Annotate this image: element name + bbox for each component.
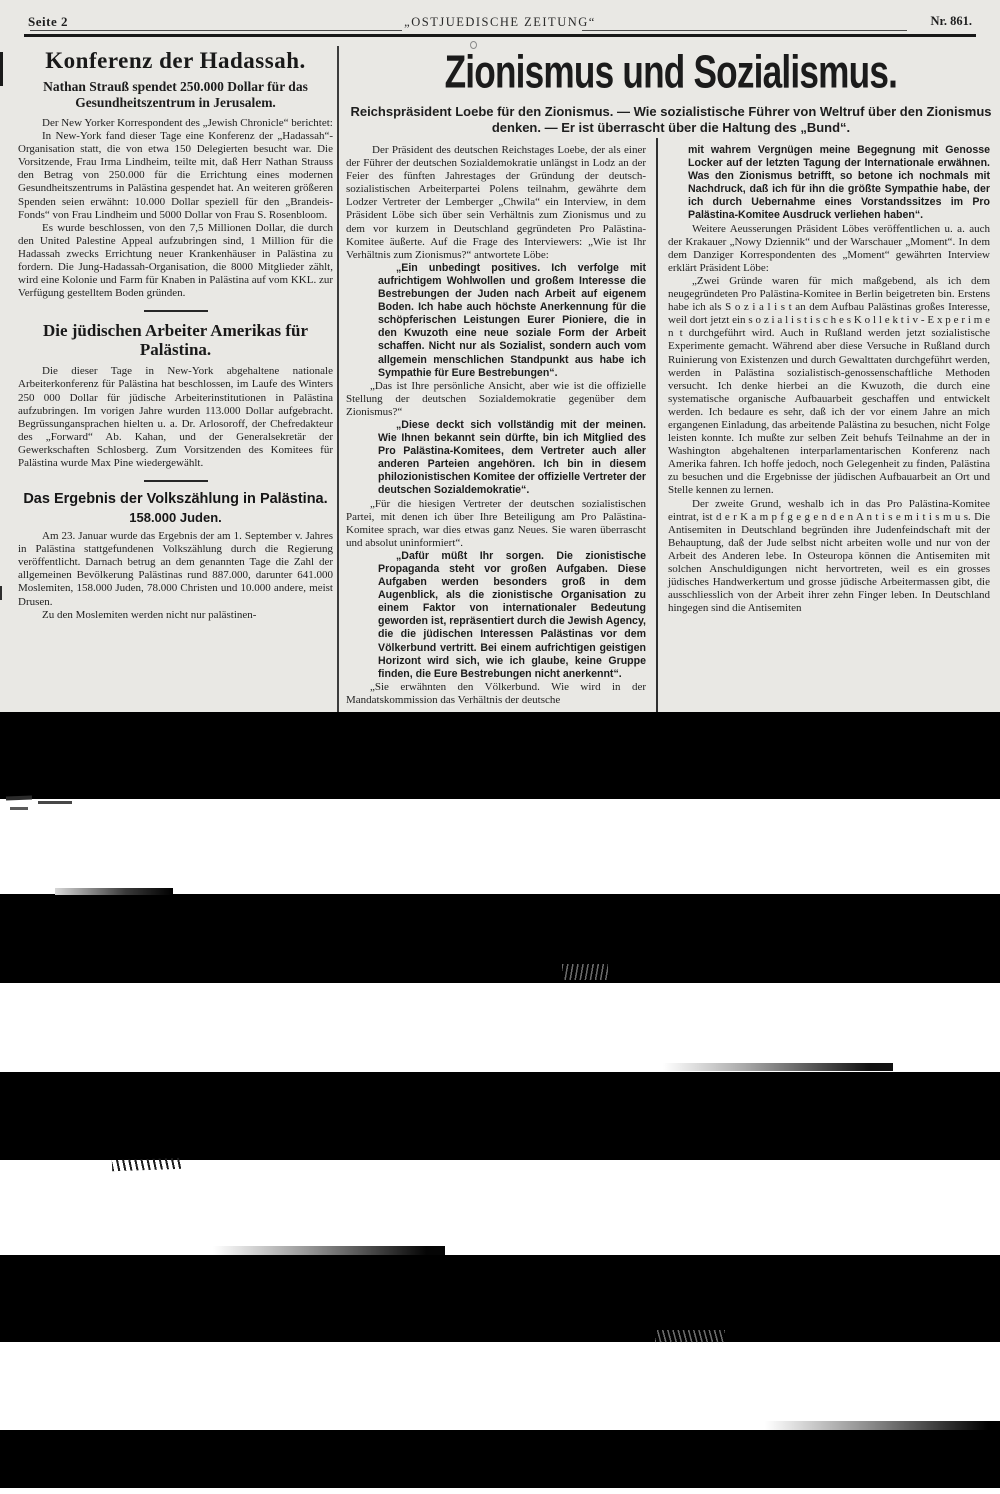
paragraph-truncated: Der zweite Grund, weshalb ich in das Pro Palästina-Komitee eintrat, ist d e r K a m p f g e g e n d e n A n t i s e m i t i s m u s. Die Antisemiten in Deutschland begründen ihre Judenfeindschaft mit der Behauptung, daß der Jude selbst nicht arbeiten wolle und nur von der Arbeit des Anderen lebe. In Osteuropa können die Antisemiten mit solchen Anschuldigungen nicht hervortreten, weil es ein grosses jüdisches Handwerkertum und grosse jüdische Arbeitermassen gibt, die ausschliesslich von der Arbeit ihrer zehn Finger leben. In Deutschland hingegen sind die Antisemiten — [668, 497, 990, 615]
header-rule-thin-right — [582, 30, 907, 31]
scan-speckle — [112, 1158, 182, 1171]
scan-speckle — [562, 964, 608, 980]
interview-quote: „Dafür müßt Ihr sorgen. Die zionistische Propaganda steht vor großen Aufgaben. Diese Aufgaben werden besonders groß in dem Augenblick, als die zionistische Organisation zu einem Faktor von internationaler Bedeutung geworden ist, repräsentiert durch die Jewish Agency, die die jüdischen Interessen Palästinas vor dem Völkerbund vertritt. Bei einem aufrichtigen geistigen Horizont wird sich, wie ich glaube, keine Gruppe finden, die Eure Bestrebungen nicht anerkennt“. — [378, 549, 646, 680]
interview-quote: „Diese deckt sich vollständig mit der meinen. Wie Ihnen bekannt sein dürfte, bin ich Mitglied des Pro Palästina-Komitees, dem Vertreter auch aller anderen Parteien angehören. Ich bin in diesem philozionistischen Komitee der offizielle Vertreter der deutschen Sozialdemokratie“. — [378, 418, 646, 497]
interview-quote: mit wahrem Vergnügen meine Begegnung mit Genosse Locker auf der letzten Tagung der Internationale erwähnen. Was den Zionismus betrifft, so betone ich nochmals mit Nachdruck, daß ich für ihn die größte Sympathie habe, der ich durch Uebernahme eines Vorstandssitzes im Pro Palästina-Komitee Ausdruck verliehen haben“. — [688, 144, 990, 222]
column-rule-middle — [656, 138, 658, 712]
redaction-bar-5 — [0, 1430, 1000, 1488]
paragraph: Weitere Aeusserungen Präsident Löbes veröffentlichen u. a. auch der Krakauer „Nowy Dziennik“ und der Warschauer „Moment“. In dem dem Danziger Korrespondenten des „Moment“ gewährten Interview erklärt Präsident Löbe: — [668, 222, 990, 274]
article-title-arbeiter: Die jüdischen Arbeiter Amerikas für Palästina. — [42, 321, 309, 360]
paragraph: In New-York fand dieser Tage eine Konferenz der „Hadassah“-Organisation statt, die von etwa 150 Delegierten besucht war. Die Vorsitzende, Frau Irma Lindheim, teilte mit, daß Herr Nathan Strauss den Betrag von 250.000 für die Errichtung eines modernen Gesundheitszentrums in Palästina gespendet hat. An weiteren größeren Spenden seien erwähnt: 10.000 Dollar speziell für den „Brandeis-Fonds“ von Frau Lindheim und 5000 Dollar von Frau S. Rosenbloom. — [18, 130, 333, 221]
scan-gradient-streak — [663, 1063, 893, 1071]
page-number-label: Seite 2 — [28, 14, 68, 29]
paragraph-truncated: „Sie erwähnten den Völkerbund. Wie wird in der Mandatskommission das Verhältnis der deutsche — [346, 680, 646, 706]
scan-smudge — [38, 801, 72, 804]
paragraph: „Zwei Gründe waren für mich maßgebend, als ich dem neugegründeten Pro Palästina-Komitee in Berlin beigetreten bin. Erstens habe ich als S o z i a l i s t an dem Aufbau Palästinas großes Interesse, weil dort jetzt ein s o z i a l i s t i s c h e s K o l l e k t i v - E x p e r i m e n t durchgeführt wird. Auch in Rußland werden jetzt sozialistische Experimente gemacht. Während aber diese Versuche in Rußland durch Ruinierung von Existenzen und durch Gewalttaten durchgeführt werden, werden in Palästina sozialistisch-genossenschaftliche Methoden versucht. Ich denke hierbei an die Kwuzoth, die durch eine systematische organische Aufbauarbeit geschaffen und entwickelt werden. Ich bedaure es sehr, daß ich der vor einem Jahre an mich ergangenen Einladung, das arbeitende Palästina zu besuchen, nicht Folge leisten konnte. Ich mußte zur selben Zeit behufs Teilnahme an der in Washington abgehaltenen interparlamentarischen Konferenz nach Amerika fahren. Ich hoffe jedoch, noch Gelegenheit zu finden, Palästina zu besuchen und die Ergebnisse der jüdischen Aufbauarbeit an Ort und Stelle kennen zu lernen. — [668, 274, 990, 497]
scan-edge-artifact — [0, 586, 2, 600]
scan-gradient-streak — [55, 888, 173, 895]
header-rule-thin-left — [30, 30, 402, 31]
paragraph-truncated: Zu den Moslemiten werden nicht nur palästinen- — [42, 608, 257, 621]
article-divider — [144, 480, 208, 482]
column-rule-left — [337, 46, 339, 712]
left-column — [18, 48, 333, 622]
paragraph: Am 23. Januar wurde das Ergebnis der am 1. September v. Jahres in Palästina stattgefundenen Volkszählung durch die Regierung veröffentlicht. Darnach betrug an dem genannten Tage die Zahl der allgemeinen Bevölkerung Palästinas rund 887.000, darunter 641.000 Moslemiten, 158.000 Juden, 78.000 Christen und 10.000 andere, meist Drusen. — [18, 530, 333, 608]
article-divider — [144, 310, 208, 312]
redaction-bar-2 — [0, 894, 1000, 983]
newspaper-scan-area — [0, 0, 1000, 713]
scan-speckle — [655, 1330, 725, 1343]
article-subtitle-volkszaehlung: 158.000 Juden. — [129, 510, 222, 526]
masthead-title: „OSTJUEDISCHE ZEITUNG“ — [404, 15, 596, 29]
main-article — [346, 48, 996, 707]
main-column-1 — [346, 144, 646, 707]
main-column-2 — [668, 144, 990, 707]
scan-gradient-streak — [765, 1421, 1000, 1430]
paragraph: Es wurde beschlossen, von den 7,5 Millionen Dollar, die durch den United Palestine Appeal aufzubringen sind, 1 Million für die Hadassah zwecks Errichtung neuer Krankenhäuser in Palästina zu fordern. Die Jung-Hadassah-Organisation, die 8000 Mitglieder zählt, wird eine Kolonie und Farm für Knaben in Palästina auf vom KKL. zur Verfügung gestelltem Boden gründen. — [18, 221, 333, 300]
main-article-subtitle: Reichspräsident Loebe für den Zionismus. — Wie sozialistische Führer von Weltruf über den Zionismus denken. — Er ist überrascht über die Haltung des „Bund“. — [350, 104, 992, 135]
redaction-bar-4 — [0, 1255, 1000, 1342]
article-subtitle-hadassah: Nathan Strauß spendet 250.000 Dollar für das Gesundheitszentrum in Jerusalem. — [43, 79, 308, 110]
paragraph: Die dieser Tage in New-York abgehaltene nationale Arbeiterkonferenz für Palästina hat beschlossen, im Laufe des Winters 250 000 Dollar für jüdische Arbeiterinstitutionen in Palästina aufzubringen. Im vorigen Jahre wurden 113.000 Dollar aufgebracht. Begrüssungansprachen hielten u. a. Dr. Arlosoroff, der Chefredakteur des „Forward“ Ab. Kahan, und der Generalsekretär der Gewerkschaften Schlosberg. Zum Vorsitzenden des Komitees für Palästina wurde Max Pine wiedergewählt. — [18, 365, 333, 469]
header-rule-thick — [24, 34, 976, 37]
scan-smudge — [10, 807, 28, 810]
main-article-title: Zionismus und Sozialismus. — [444, 46, 898, 99]
issue-number-label: Nr. 861. — [930, 14, 972, 28]
interview-quote: „Ein unbedingt positives. Ich verfolge mit aufrichtigem Wohlwollen und großem Interesse die Bestrebungen der Juden nach Arbeit auf eigenem Boden. Ich habe auch höchste Anerkennung für die schöpferischen Leistungen Eurer Pioniere, die in den Kwuzoth eine neue soziale Form der Arbeit schaffen. Nicht nur als Sozialist, sondern auch vom allgemein menschlichen Standpunkt aus habe ich Sympathie für Eure Bestrebungen“. — [378, 261, 646, 379]
redaction-bar-3 — [0, 1072, 1000, 1160]
scan-smudge — [6, 796, 32, 801]
main-article-columns — [346, 144, 996, 707]
scan-gradient-streak — [213, 1246, 445, 1255]
paragraph: Der Präsident des deutschen Reichstages Loebe, der als einer der Führer der deutschen Sozialdemokratie unlängst in Lodz an der Feier des fünften Jahrestages der Gründung der deutsch-sozialistischen Arbeiterpartei Polens teilnahm, gewährte dem Lodzer Vertreter der Lemberger „Chwila“ ein Interview, in dem Präsident Löbe sich über sein Verhältnis zum Zionismus und zu dem vor kurzem in Deutschland gegründeten Pro Palästina-Komitee äußerte. Auf die Frage des Interviewers: „Wie ist Ihr Verhältnis zum Zionismus?“ antwortete Löbe: — [346, 144, 646, 261]
paragraph: Der New Yorker Korrespondent des „Jewish Chronicle“ berichtet: — [42, 117, 333, 129]
article-title-hadassah: Konferenz der Hadassah. — [45, 48, 306, 73]
article-title-volkszaehlung: Das Ergebnis der Volkszählung in Palästina. — [23, 491, 328, 508]
paragraph: „Für die hiesigen Vertreter der deutschen sozialistischen Partei, mit denen ich über Ihre Beteiligung am Pro Palästina-Komitee sprach, war dies etwas ganz Neues. Sie waren überrascht und absolut uninformiert“. — [346, 497, 646, 549]
main-article-title-wrap — [346, 48, 996, 98]
paragraph: „Das ist Ihre persönliche Ansicht, aber wie ist die offizielle Stellung der deutschen Sozialdemokratie gegenüber dem Zionismus?“ — [346, 379, 646, 418]
redaction-bar-1 — [0, 712, 1000, 799]
scan-edge-artifact — [0, 52, 3, 86]
